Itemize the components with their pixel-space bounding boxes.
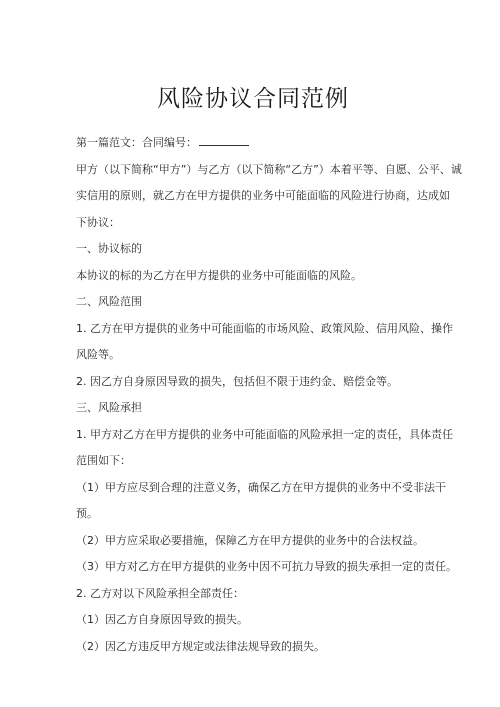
paragraph-line-p10: [76, 607, 430, 634]
paragraph-text: 2. 乙方对以下风险承担全部责任：: [76, 586, 244, 600]
paragraph-text: 下协议：: [76, 215, 120, 229]
paragraph-line-p2: [76, 263, 430, 290]
paragraph-text: 实信用的原则，就乙方在甲方提供的业务中可能面临的风险进行协商，达成如: [76, 189, 450, 202]
document-body: [76, 130, 462, 660]
paragraph-line-p6b: [76, 501, 430, 528]
paragraph-text: 第一篇范文：合同编号：: [76, 136, 197, 149]
paragraph-line-p6a: [76, 475, 446, 502]
paragraph-line-p1a: [76, 157, 462, 184]
paragraph-text: （1）因乙方自身原因导致的损失。: [76, 613, 248, 626]
paragraph-line-p5a: [76, 422, 453, 449]
paragraph-text: 本协议的标的为乙方在甲方提供的业务中可能面临的风险。: [76, 268, 362, 282]
paragraph-line-p7: [76, 528, 430, 555]
paragraph-text: （1）甲方应尽到合理的注意义务，确保乙方在甲方提供的业务中不受非法干: [76, 480, 446, 494]
paragraph-line-intro: [76, 130, 430, 157]
paragraph-text: 预。: [76, 507, 98, 520]
paragraph-line-p3b: [76, 342, 430, 369]
paragraph-line-h2: [76, 289, 430, 316]
paragraph-text: 1. 乙方在甲方提供的业务中可能面临的市场风险、政策风险、信用风险、操作: [76, 321, 453, 335]
paragraph-line-p11: [76, 634, 430, 661]
paragraph-text: （3）甲方对乙方在甲方提供的业务中因不可抗力导致的损失承担一定的责任。: [76, 560, 457, 573]
paragraph-text: 甲方（以下简称“甲方”）与乙方（以下简称“乙方”）本着平等、自愿、公平、诚: [76, 162, 462, 176]
paragraph-text: （2）因乙方违反甲方规定或法律法规导致的损失。: [76, 639, 325, 653]
paragraph-line-p8: [76, 554, 457, 581]
document-title: 风险协议合同范例: [157, 86, 349, 112]
paragraph-text: 二、风险范围: [76, 295, 142, 308]
paragraph-line-p5b: [76, 448, 430, 475]
paragraph-text: 三、风险承担: [76, 401, 142, 414]
contract-number-blank: [199, 135, 249, 146]
paragraph-text: （2）甲方应采取必要措施，保障乙方在甲方提供的业务中的合法权益。: [76, 533, 424, 547]
paragraph-line-p1b: [76, 183, 450, 210]
paragraph-text: 范围如下：: [76, 454, 131, 467]
paragraph-text: 一、协议标的: [76, 242, 142, 255]
paragraph-line-h3: [76, 395, 430, 422]
paragraph-text: 风险等。: [76, 348, 120, 361]
paragraph-line-p9: [76, 581, 430, 608]
paragraph-text: 2. 因乙方自身原因导致的损失，包括但不限于违约金、赔偿金等。: [76, 374, 398, 388]
paragraph-line-p4: [76, 369, 430, 396]
paragraph-line-p3a: [76, 316, 453, 343]
paragraph-line-p1c: [76, 210, 430, 237]
paragraph-line-h1: [76, 236, 430, 263]
paragraph-text: 1. 甲方对乙方在甲方提供的业务中可能面临的风险承担一定的责任，具体责任: [76, 427, 453, 441]
